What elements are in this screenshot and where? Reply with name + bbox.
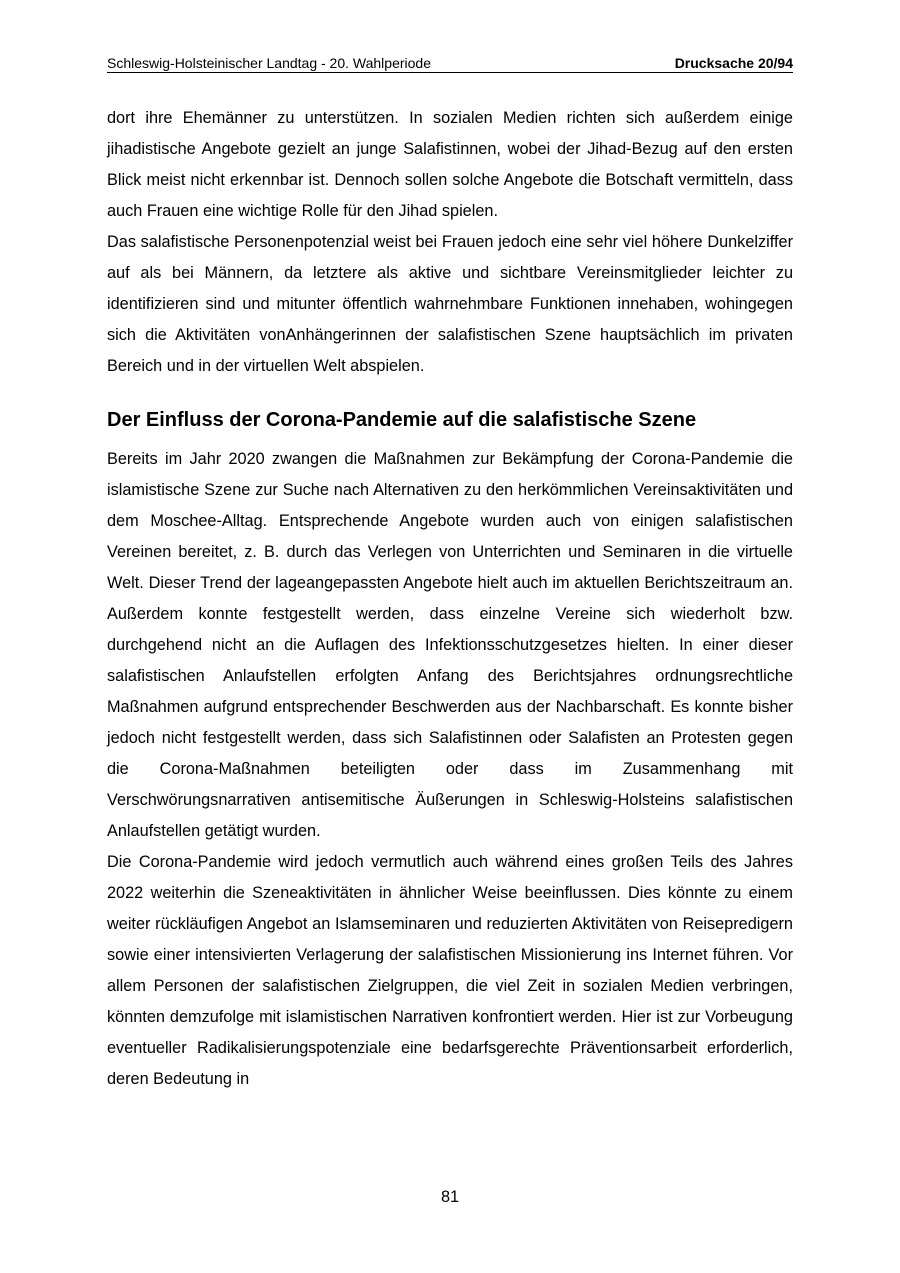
header-title: Schleswig-Holsteinischer Landtag - 20. Wahlperiode: [107, 55, 431, 71]
body-paragraph: dort ihre Ehemänner zu unterstützen. In sozialen Medien richten sich außerdem einige jihadistische Angebote gezielt an junge Salafistinnen, wobei der Jihad-Bezug auf den ersten Blick meist nicht erkennbar ist. Dennoch sollen solche Angebote die Botschaft vermitteln, dass auch Frauen eine wichtige Rolle für den Jihad spielen.: [107, 109, 793, 220]
page-number: 81: [440, 1188, 460, 1206]
section-heading: Der Einfluss der Corona-Pandemie auf die salafistische Szene: [107, 409, 697, 431]
page-header: [107, 54, 793, 73]
body-paragraph: Das salafistische Personenpotenzial weist bei Frauen jedoch eine sehr viel höhere Dunkelziffer auf als bei Männern, da letztere als aktive und sichtbare Vereinsmitglieder leichter zu identifizieren sind und mitunter öffentlich wahrnehmbare Funktionen innehaben, wohingegen sich die Aktivitäten vonAnhängerinnen der salafistischen Szene hauptsächlich im privaten Bereich und in der virtuellen Welt abspielen.: [107, 233, 793, 375]
page-content: [107, 103, 793, 1095]
document-number: Drucksache 20/94: [674, 55, 793, 71]
body-paragraph: Bereits im Jahr 2020 zwangen die Maßnahmen zur Bekämpfung der Corona-Pandemie die islamistische Szene zur Suche nach Alternativen zu den herkömmlichen Vereinsaktivitäten und dem Moschee-Alltag. Entsprechende Angebote wurden auch von einigen salafistischen Vereinen bereitet, z. B. durch das Verlegen von Unterrichten und Seminaren in die virtuelle Welt. Dieser Trend der lageangepassten Angebote hielt auch im aktuellen Berichtszeitraum an. Außerdem konnte festgestellt werden, dass einzelne Vereine sich wiederholt bzw. durchgehend nicht an die Auflagen des Infektionsschutzgesetzes hielten. In einer dieser salafistischen Anlaufstellen erfolgten Anfang des Berichtsjahres ordnungsrechtliche Maßnahmen aufgrund entsprechender Beschwerden aus der Nachbarschaft. Es konnte bisher jedoch nicht festgestellt werden, dass sich Salafistinnen oder Salafisten an Protesten gegen die Corona-Maßnahmen beteiligten oder dass im Zusammenhang mit Verschwörungsnarrativen antisemitische Äußerungen in Schleswig-Holsteins salafistischen Anlaufstellen getätigt wurden.: [107, 450, 793, 840]
body-paragraph: Die Corona-Pandemie wird jedoch vermutlich auch während eines großen Teils des Jahres 2022 weiterhin die Szeneaktivitäten in ähnlicher Weise beeinflussen. Dies könnte zu einem weiter rückläufigen Angebot an Islamseminaren und reduzierten Aktivitäten von Reisepredigern sowie einer intensivierten Verlagerung der salafistischen Missionierung ins Internet führen. Vor allem Personen der salafistischen Zielgruppen, die viel Zeit in sozialen Medien verbringen, könnten demzufolge mit islamistischen Narrativen konfrontiert werden. Hier ist zur Vorbeugung eventueller Radikalisierungspotenziale eine bedarfsgerechte Präventionsarbeit erforderlich, deren Bedeutung in: [107, 853, 793, 1088]
